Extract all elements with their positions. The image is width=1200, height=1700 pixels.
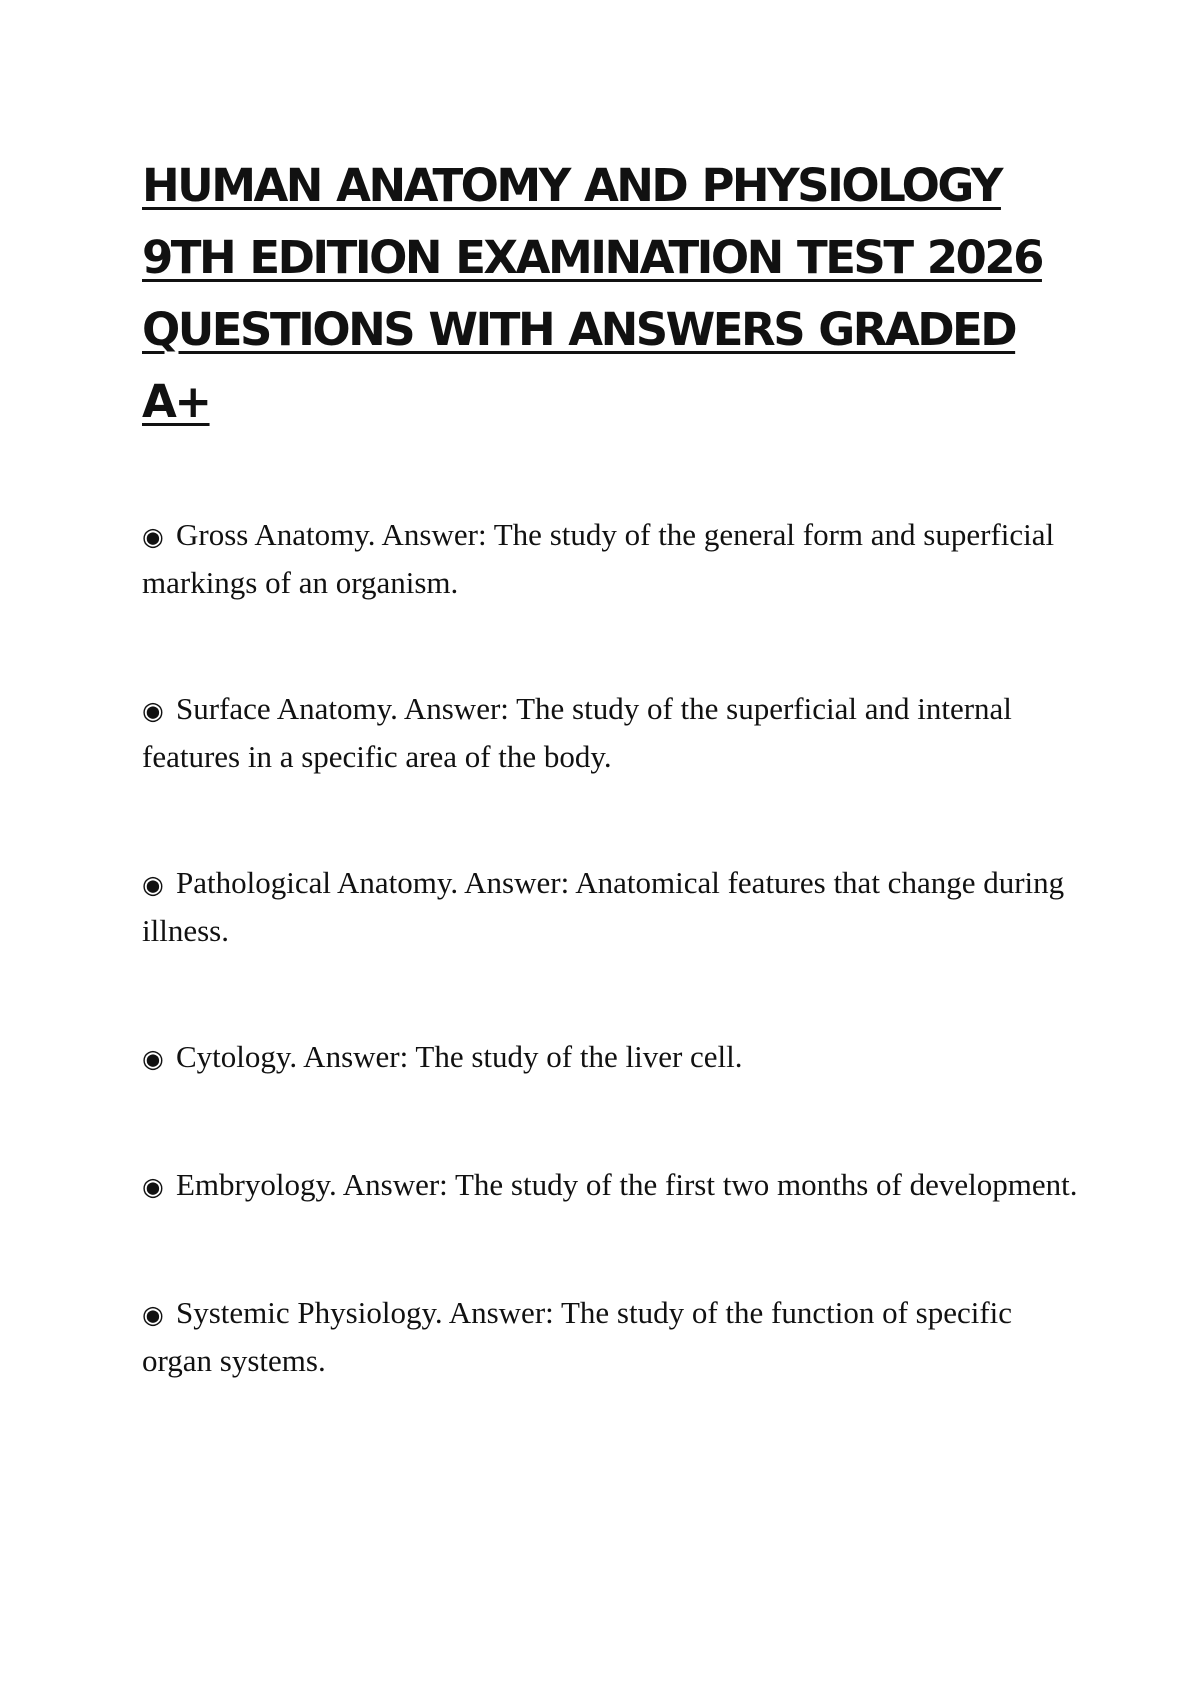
qa-text: Gross Anatomy. Answer: The study of the general form and superficial markings of an organism. (142, 517, 1055, 600)
qa-item (142, 686, 1082, 780)
fisheye-bullet-icon: ◉ (142, 1044, 164, 1073)
qa-text: Cytology. Answer: The study of the liver cell. (176, 1039, 743, 1074)
qa-item (142, 1034, 1082, 1082)
qa-text: Systemic Physiology. Answer: The study of the function of specific organ systems. (142, 1295, 1013, 1378)
qa-text: Surface Anatomy. Answer: The study of the superficial and internal features in a specific area of the body. (142, 691, 1012, 774)
qa-text: Embryology. Answer: The study of the first two months of development. (176, 1167, 1078, 1202)
fisheye-bullet-icon: ◉ (142, 522, 164, 551)
fisheye-bullet-icon: ◉ (142, 1172, 164, 1201)
fisheye-bullet-icon: ◉ (142, 1300, 164, 1329)
qa-item (142, 1290, 1082, 1384)
qa-item (142, 860, 1082, 954)
qa-item (142, 512, 1082, 606)
qa-item (142, 1162, 1082, 1210)
fisheye-bullet-icon: ◉ (142, 696, 164, 725)
qa-text: Pathological Anatomy. Answer: Anatomical features that change during illness. (142, 865, 1065, 948)
fisheye-bullet-icon: ◉ (142, 870, 164, 899)
qa-list (142, 512, 1082, 1384)
document-title: HUMAN ANATOMY AND PHYSIOLOGY 9TH EDITION EXAMINATION TEST 2026 QUESTIONS WITH ANSWERS GRADED A+ (142, 159, 1042, 428)
